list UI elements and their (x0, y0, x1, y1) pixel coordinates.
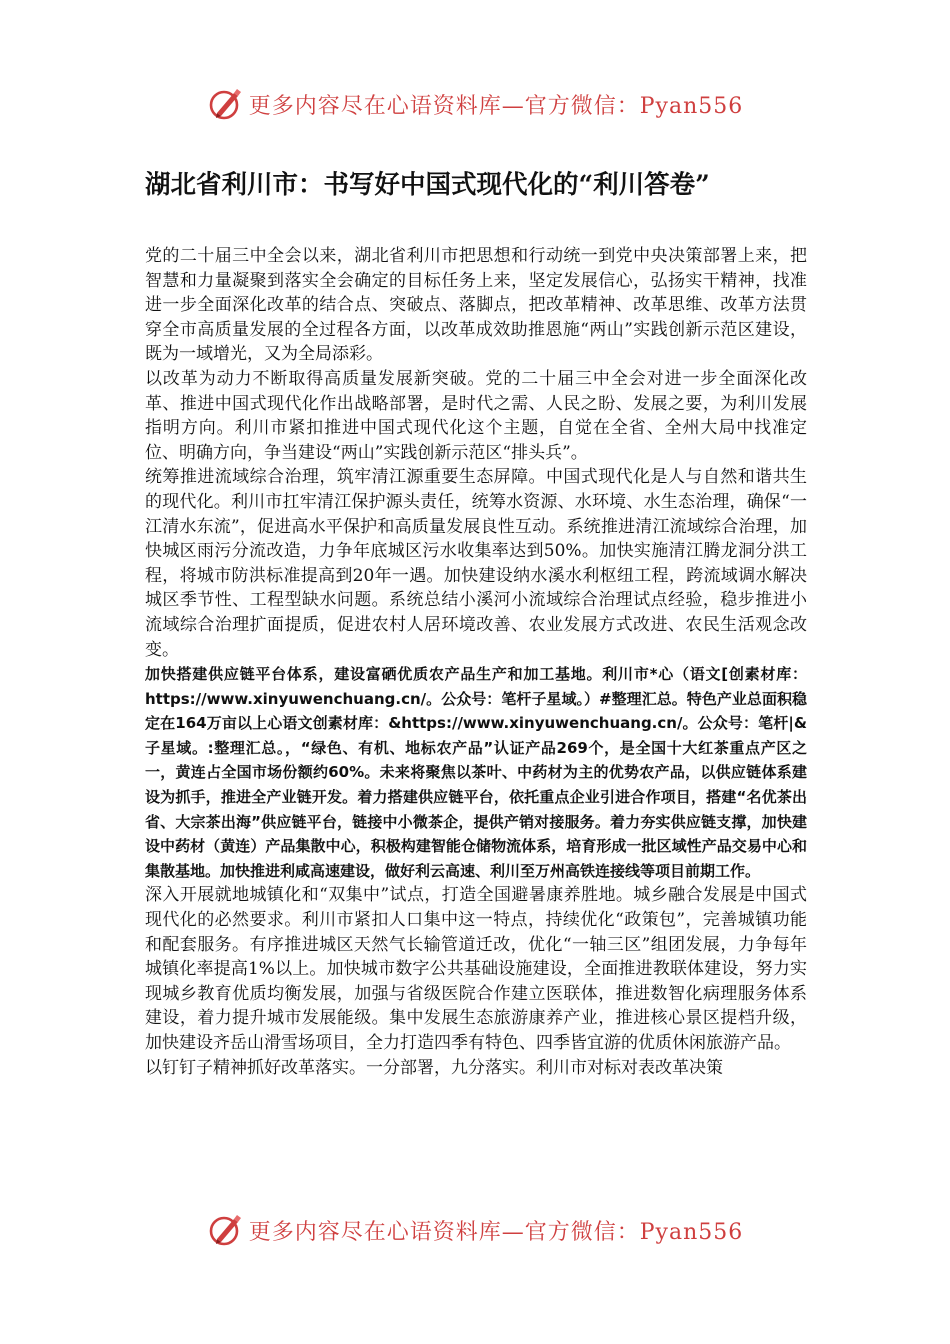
article-paragraph: 统筹推进流域综合治理，筑牢清江源重要生态屏障。中国式现代化是人与自然和谐共生的现代化。利川市扛牢清江保护源头责任，统筹水资源、水环境、水生态治理，确保“一江清水东流”，促进高水平保护和高质量发展良性互动。系统推进清江流域综合治理，加快城区雨污分流改造，力争年底城区污水收集率达到50%。加快实施清江腾龙洞分洪工程，将城市防洪标准提高到20年一遇。加快建设纳水溪水利枢纽工程，跨流域调水解决城区季节性、工程型缺水问题。系统总结小溪河小流域综合治理试点经验，稳步推进小流域综合治理扩面提质，促进农村人居环境改善、农业发展方式改进、农民生活观念改变。 (145, 467, 807, 660)
article-paragraph: 深入开展就地城镇化和“双集中”试点，打造全国避暑康养胜地。城乡融合发展是中国式现代化的必然要求。利川市紧扣人口集中这一特点，持续优化“政策包”，完善城镇功能和配套服务。有序推进城区天然气长输管道迁改，优化“一轴三区”组团发展，力争每年城镇化率提高1%以上。加快城市数字公共基础设施建设，全面推进教联体建设，努力实现城乡教育优质均衡发展，加强与省级医院合作建立医联体，推进数智化病理服务体系建设，着力提升城市发展能级。集中发展生态旅游康养产业，推进核心景区提档升级，加快建设齐岳山滑雪场项目，全力打造四季有特色、四季皆宜游的优质休闲旅游产品。 (145, 885, 807, 1053)
footer-banner (0, 1208, 950, 1252)
header-banner (0, 82, 950, 126)
banner-text: 更多内容尽在心语资料库—官方微信：Pyan556 (248, 93, 744, 119)
article-paragraph: 加快搭建供应链平台体系，建设富硒优质农产品生产和加工基地。利川市*心（语文[创素材库：https://www.xinyuwenchuang.cn/。公众号：笔杆子星域。）#整理汇总。特色产业总面积稳定在164万亩以上心语文创素材库：&https://www.xinyuwenchuang.cn/。公众号：笔杆|&子星域。:整理汇总。，“绿色、有机、地标农产品”认证产品269个，是全国十大红茶重点产区之一，黄连占全国市场份额约60%。未来将聚焦以茶叶、中药材为主的优势农产品，以供应链体系建设为抓手，推进全产业链开发。着力搭建供应链平台，依托重点企业引进合作项目，搭建“名优茶出省、大宗茶出海”供应链平台，链接中小微茶企，提供产销对接服务。着力夯实供应链支撑，加快建设中药材（黄连）产品集散中心，积极构建智能仓储物流体系，培育形成一批区域性产品交易中心和集散基地。加快推进利咸高速建设，做好利云高速、利川至万州高铁连接线等项目前期工作。 (145, 665, 807, 880)
pen-logo-icon (207, 1211, 245, 1249)
article-paragraph: 以钉钉子精神抓好改革落实。一分部署，九分落实。利川市对标对表改革决策 (145, 1057, 723, 1078)
banner-text: 更多内容尽在心语资料库—官方微信：Pyan556 (248, 1219, 744, 1245)
article-body (145, 244, 807, 1080)
pen-logo-icon (207, 85, 245, 123)
article-paragraph: 党的二十届三中全会以来，湖北省利川市把思想和行动统一到党中央决策部署上来，把智慧和力量凝聚到落实全会确定的目标任务上来，坚定发展信心，弘扬实干精神，找准进一步全面深化改革的结合点、突破点、落脚点，把改革精神、改革思维、改革方法贯穿全市高质量发展的全过程各方面，以改革成效助推恩施“两山”实践创新示范区建设，既为一域增光，又为全局添彩。 (145, 246, 807, 365)
article-paragraph: 以改革为动力不断取得高质量发展新突破。党的二十届三中全会对进一步全面深化改革、推进中国式现代化作出战略部署，是时代之需、人民之盼、发展之要，为利川发展指明方向。利川市紧扣推进中国式现代化这个主题，自觉在全省、全州大局中找准定位、明确方向，争当建设“两山”实践创新示范区“排头兵”。 (145, 368, 807, 463)
article-title: 湖北省利川市：书写好中国式现代化的“利川答卷” (145, 170, 710, 201)
